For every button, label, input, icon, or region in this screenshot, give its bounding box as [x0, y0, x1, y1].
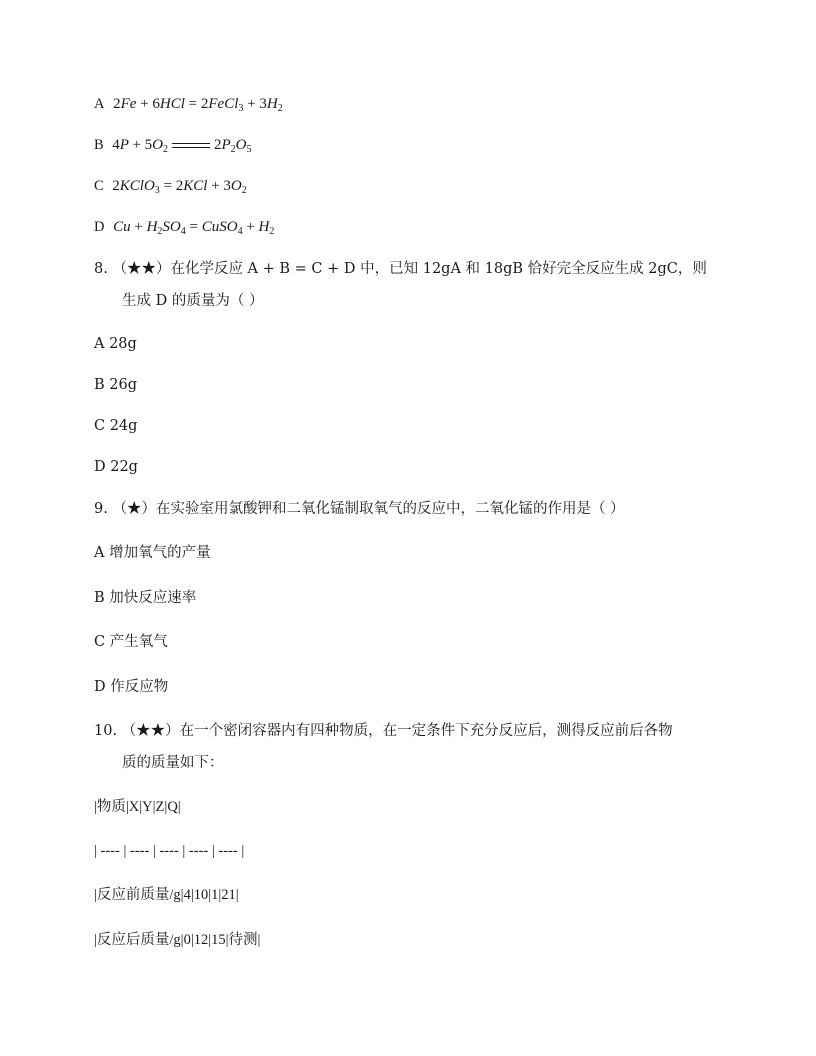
table-row-after: |反应后质量/g|0|12|15|待测|: [94, 932, 261, 948]
q7-option-c[interactable]: [94, 176, 247, 196]
q10-stem-line1: 10. （★★）在一个密闭容器内有四种物质，在一定条件下充分反应后，测得反应前后各物: [94, 723, 673, 739]
q7-option-a[interactable]: [94, 94, 283, 114]
chemical-equation: 2Fe + 6HCl = 2FeCl$_3$ + $3H_2$: [113, 96, 283, 114]
q10-stem-line2: 质的质量如下：: [122, 755, 224, 771]
chemical-equation: 2KClO$_3$ = $2KCl + 3O_2$: [112, 178, 247, 196]
table-row-separator: | ---- | ---- | ---- | ---- | ---- |: [94, 843, 245, 859]
q8-stem-line2: 生成 D 的质量为（ ）: [122, 293, 264, 309]
option-letter: D: [94, 219, 105, 235]
q9-option-d[interactable]: D 作反应物: [94, 679, 169, 695]
table-row-header: |物质|X|Y|Z|Q|: [94, 799, 181, 815]
q8-option-a[interactable]: A 28g: [94, 336, 137, 352]
q7-option-d[interactable]: [94, 217, 274, 237]
option-letter: A: [94, 96, 105, 112]
chemical-equation: $Cu + H_2SO_4$ = CuSO$_4$ + $H_2$: [113, 219, 275, 237]
q8-option-b[interactable]: B 26g: [94, 377, 137, 393]
q9-stem: 9. （★）在实验室用氯酸钾和二氧化锰制取氧气的反应中，二氧化锰的作用是（ ）: [94, 501, 625, 517]
q8-option-c[interactable]: C 24g: [94, 418, 138, 434]
q9-option-a[interactable]: A 增加氧气的产量: [94, 545, 211, 561]
q7-option-b[interactable]: [94, 135, 252, 155]
double-bar-symbol: [172, 140, 210, 152]
table-row-before: |反应前质量/g|4|10|1|21|: [94, 887, 239, 903]
chemical-equation: $4P + 5O_2$ $2P_2O_5$: [112, 137, 252, 155]
option-letter: B: [94, 137, 104, 153]
q9-option-b[interactable]: B 加快反应速率: [94, 590, 197, 606]
option-letter: C: [94, 178, 104, 194]
q8-option-d[interactable]: D 22g: [94, 459, 138, 475]
q8-stem-line1: 8. （★★）在化学反应 A + B = C + D 中，已知 12gA 和 18gB 恰好完全反应生成 2gC，则: [94, 261, 707, 277]
q9-option-c[interactable]: C 产生氧气: [94, 634, 168, 650]
